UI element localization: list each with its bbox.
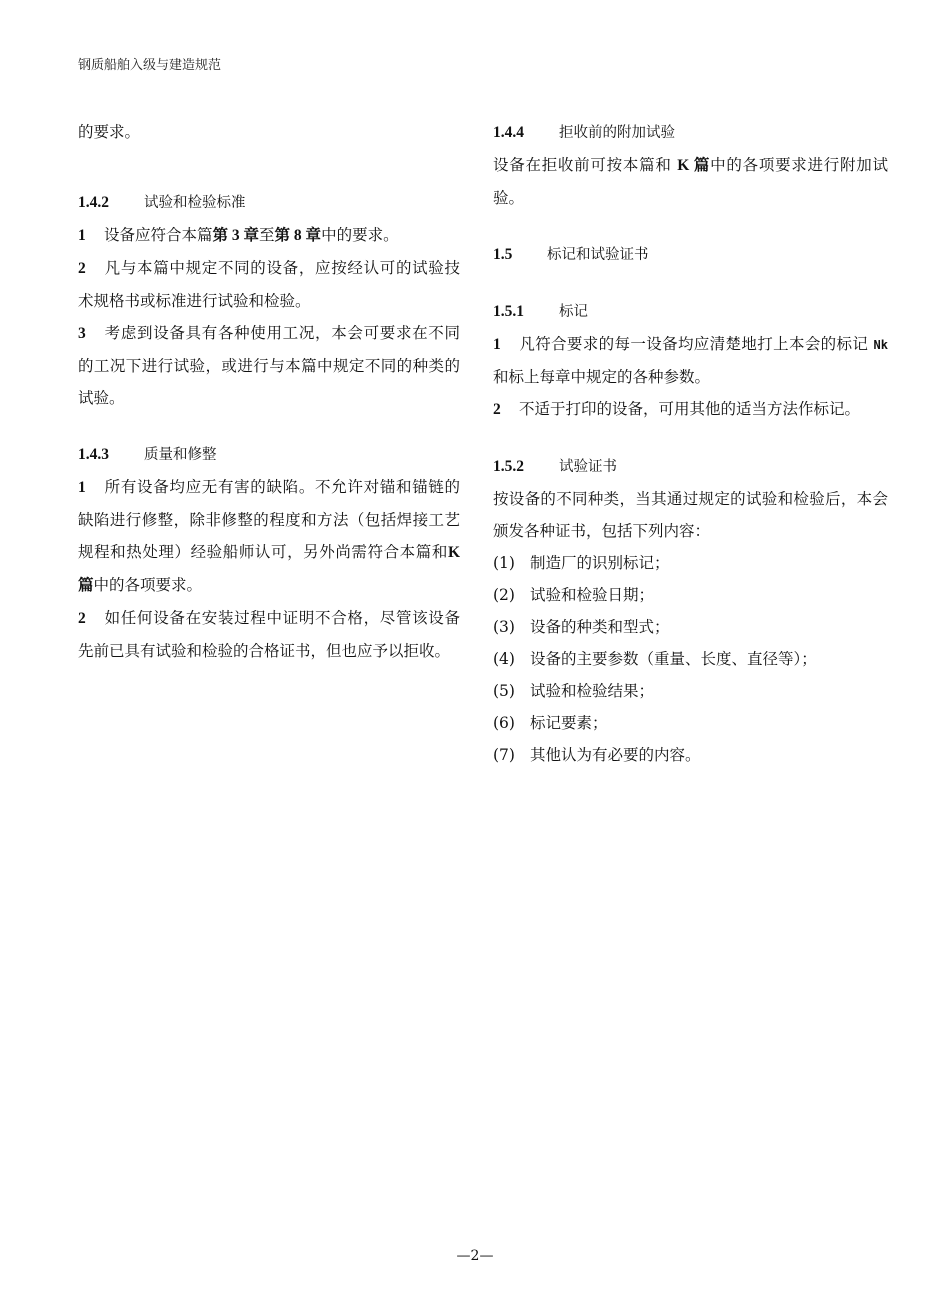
section-title: 拒收前的附加试验 [559,125,675,141]
clause-number: 1 [493,336,501,353]
heading-1-4-3 [78,438,460,471]
list-item-text: 制造厂的识别标记； [530,554,670,572]
heading-1-4-2 [78,186,460,219]
part-ref: K 篇 [78,544,460,594]
clause-1-4-2-1: 1 设备应符合本篇第 3 章至第 8 章中的要求。 [78,219,460,252]
section-number: 1.4.4 [493,124,524,141]
section-title: 标记 [559,304,588,320]
clause-number: 1 [78,479,86,496]
list-item [493,707,888,739]
left-column [78,116,460,667]
clause-number: 2 [78,610,86,627]
section-number: 1.5.2 [493,458,524,475]
section-number: 1.5.1 [493,303,524,320]
list-item-text: 标记要素； [530,714,608,732]
heading-1-5-2 [493,450,888,483]
list-item [493,739,888,771]
clause-1-4-3-1: 1 所有设备均应无有害的缺陷。不允许对锚和锚链的缺陷进行修整，除非修整的程度和方法（包括焊接工艺规程和热处理）经验船师认可，另外尚需符合本篇和K 篇中的各项要求。 [78,471,460,602]
chapter-ref: 第 8 章 [274,227,322,244]
list-item-number: (1) [493,554,515,572]
list-item-number: (2) [493,586,515,604]
list-item-text: 其他认为有必要的内容。 [530,746,701,764]
list-item-number: (5) [493,682,515,700]
list-item-text: 试验和检验结果； [530,682,655,700]
list-item-number: (7) [493,746,515,764]
clause-number: 2 [493,401,501,418]
clause-number: 3 [78,325,86,342]
list-item [493,643,888,675]
clause-1-4-3-2: 2 如任何设备在安装过程中证明不合格，尽管该设备先前已具有试验和检验的合格证书，但也应予以拒收。 [78,602,460,667]
section-title: 试验证书 [559,459,617,475]
list-item [493,547,888,579]
list-item-text: 设备的主要参数（重量、长度、直径等）； [530,650,817,668]
paragraph-1-5-2-intro: 按设备的不同种类，当其通过规定的试验和检验后，本会颁发各种证书，包括下列内容： [493,490,888,540]
clause-number: 2 [78,260,86,277]
heading-1-5 [493,238,888,271]
list-item-number: (6) [493,714,515,732]
clause-1-5-1-2: 2 不适于打印的设备，可用其他的适当方法作标记。 [493,393,888,426]
running-header: 钢质船舶入级与建造规范 [78,58,222,73]
clause-1-4-2-2: 2 凡与本篇中规定不同的设备，应按经认可的试验技术规格书或标准进行试验和检验。 [78,252,460,317]
continuation-text: 的要求。 [78,123,141,141]
section-title: 试验和检验标准 [144,195,246,211]
nk-mark: Nk [873,338,888,352]
heading-1-4-4 [493,116,888,149]
list-item-number: (4) [493,650,515,668]
section-number: 1.4.2 [78,194,109,211]
page-number: —2— [456,1248,494,1264]
clause-1-5-1-1: 1 凡符合要求的每一设备均应清楚地打上本会的标记 Nk 和标上每章中规定的各种参数。 [493,328,888,393]
heading-1-5-1 [493,295,888,328]
section-title: 质量和修整 [144,447,217,463]
part-ref: K 篇 [677,157,711,174]
section-number: 1.4.3 [78,446,109,463]
clause-number: 1 [78,227,86,244]
chapter-ref: 第 3 章 [212,227,260,244]
clause-1-4-2-3: 3 考虑到设备具有各种使用工况，本会可要求在不同的工况下进行试验，或进行与本篇中规定不同的种类的试验。 [78,317,460,414]
right-column [493,116,888,771]
list-item-number: (3) [493,618,515,636]
certificate-contents-list [493,547,888,771]
list-item [493,579,888,611]
paragraph-1-4-4: 设备在拒收前可按本篇和 K 篇中的各项要求进行附加试验。 [493,156,888,207]
list-item [493,611,888,643]
list-item [493,675,888,707]
section-number: 1.5 [493,246,513,263]
list-item-text: 试验和检验日期； [530,586,655,604]
list-item-text: 设备的种类和型式； [530,618,670,636]
section-title: 标记和试验证书 [547,247,649,263]
